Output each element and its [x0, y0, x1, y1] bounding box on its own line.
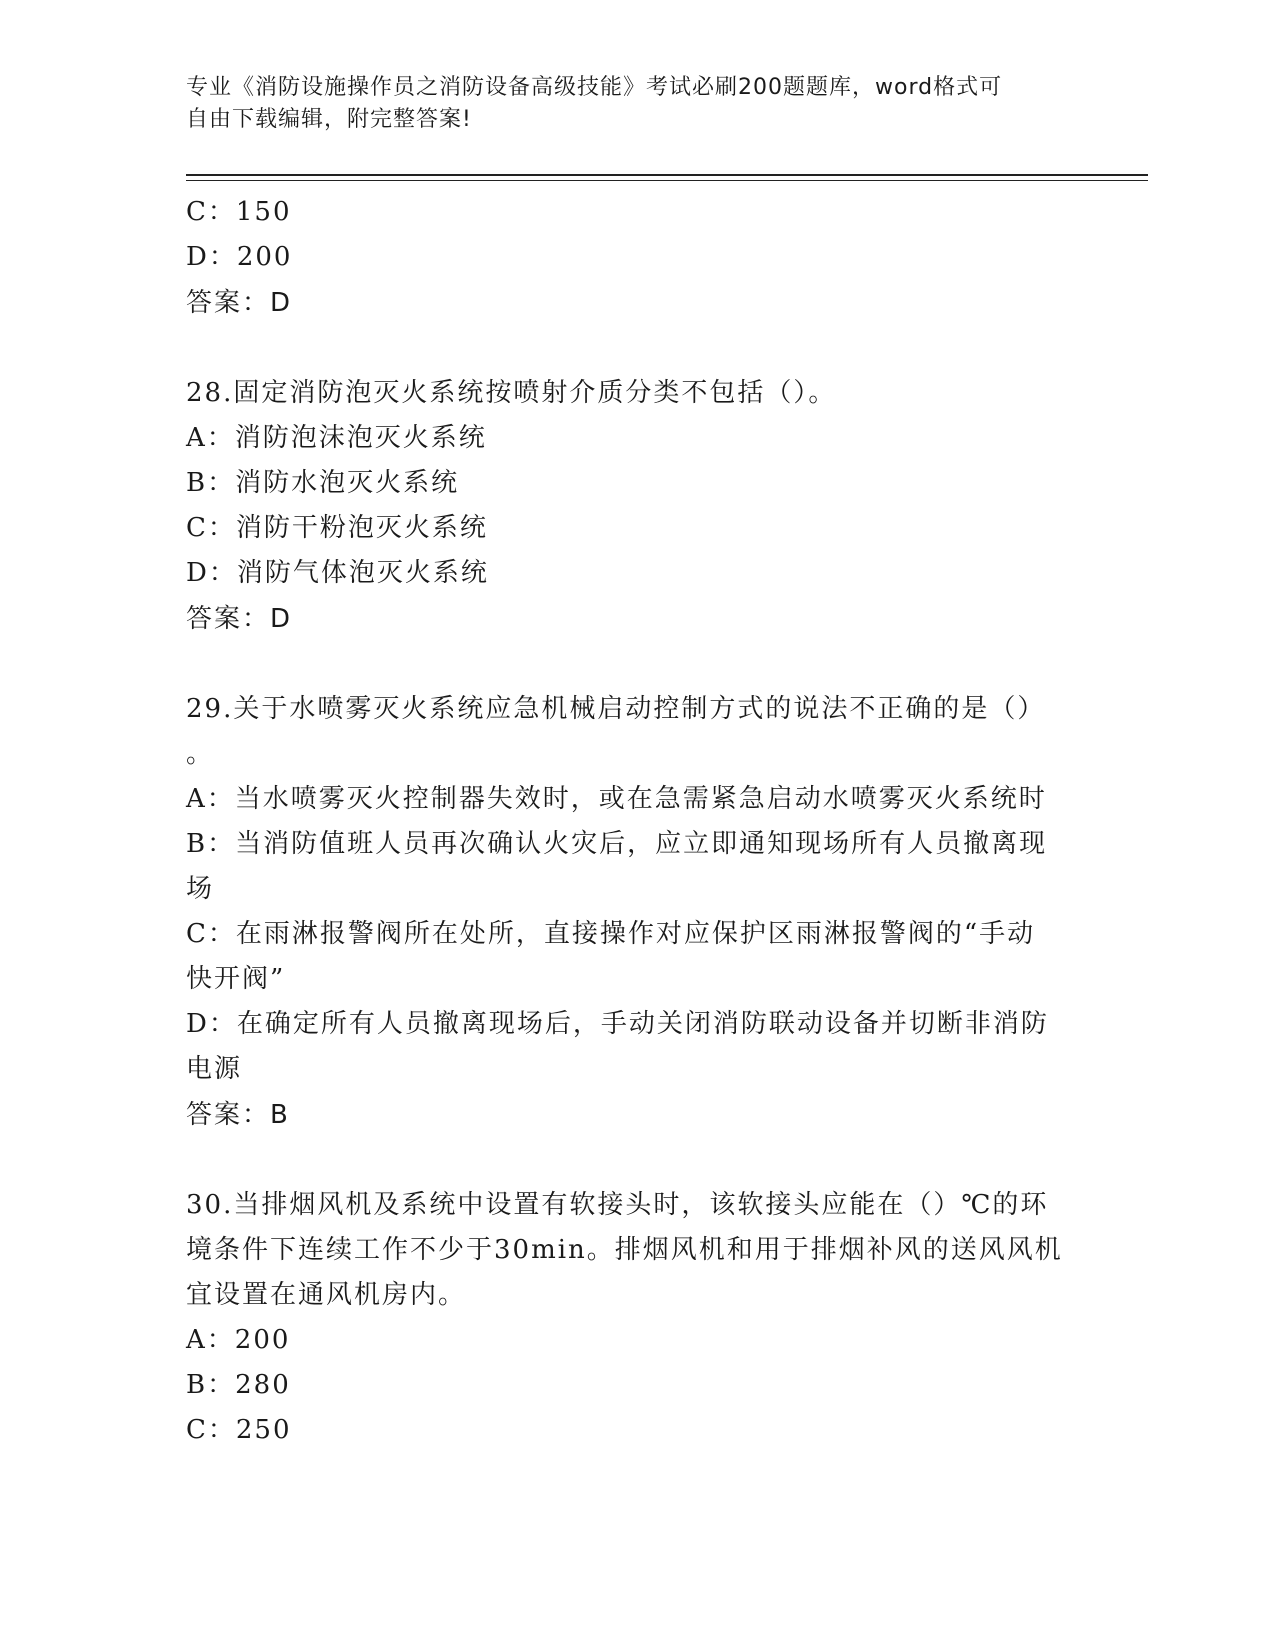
header-rule-thick [186, 174, 1148, 176]
question-29-option-b-line-2: 场 [186, 874, 215, 904]
question-29-option-d-line-1: D：在确定所有人员撤离现场后，手动关闭消防联动设备并切断非消防 [186, 1009, 1049, 1039]
question-28-stem: 28.固定消防泡灭火系统按喷射介质分类不包括（）。 [186, 378, 837, 408]
header-line-2: 自由下载编辑，附完整答案! [186, 107, 472, 132]
answer: 答案：D [186, 288, 293, 318]
question-29-option-a: A：当水喷雾灭火控制器失效时，或在急需紧急启动水喷雾灭火系统时 [186, 784, 1047, 814]
question-28-answer: 答案：D [186, 604, 293, 634]
question-29-option-c-line-2: 快开阀” [186, 964, 286, 994]
question-30-stem-line-1: 30.当排烟风机及系统中设置有软接头时，该软接头应能在（）℃的环 [186, 1190, 1049, 1220]
option-d: D：200 [186, 242, 293, 272]
question-30-option-a: A：200 [186, 1325, 291, 1355]
question-30-option-c: C：250 [186, 1415, 292, 1445]
question-28-option-a: A：消防泡沫泡灭火系统 [186, 423, 487, 453]
question-30-option-b: B：280 [186, 1370, 291, 1400]
header-rule-thin [186, 180, 1148, 181]
question-29-option-b-line-1: B：当消防值班人员再次确认火灾后，应立即通知现场所有人员撤离现 [186, 829, 1048, 859]
question-28-option-d: D：消防气体泡灭火系统 [186, 558, 489, 588]
question-29-option-d-line-2: 电源 [186, 1054, 243, 1084]
question-28-option-c: C：消防干粉泡灭火系统 [186, 513, 488, 543]
page-header [186, 72, 1066, 136]
question-29-stem-line-2: 。 [186, 739, 215, 769]
question-29-option-c-line-1: C：在雨淋报警阀所在处所，直接操作对应保护区雨淋报警阀的“手动 [186, 919, 1036, 949]
header-line-1: 专业《消防设施操作员之消防设备高级技能》考试必刷200题题库，word格式可 [186, 75, 1003, 100]
option-c: C：150 [186, 197, 292, 227]
question-28-option-b: B：消防水泡灭火系统 [186, 468, 460, 498]
question-30-stem-line-2: 境条件下连续工作不少于30min。排烟风机和用于排烟补风的送风风机 [186, 1235, 1063, 1265]
question-29-stem-line-1: 29.关于水喷雾灭火系统应急机械启动控制方式的说法不正确的是（） [186, 694, 1046, 724]
question-30-stem-line-3: 宜设置在通风机房内。 [186, 1280, 467, 1310]
question-29-answer: 答案：B [186, 1100, 290, 1130]
question-list [186, 190, 1086, 1453]
